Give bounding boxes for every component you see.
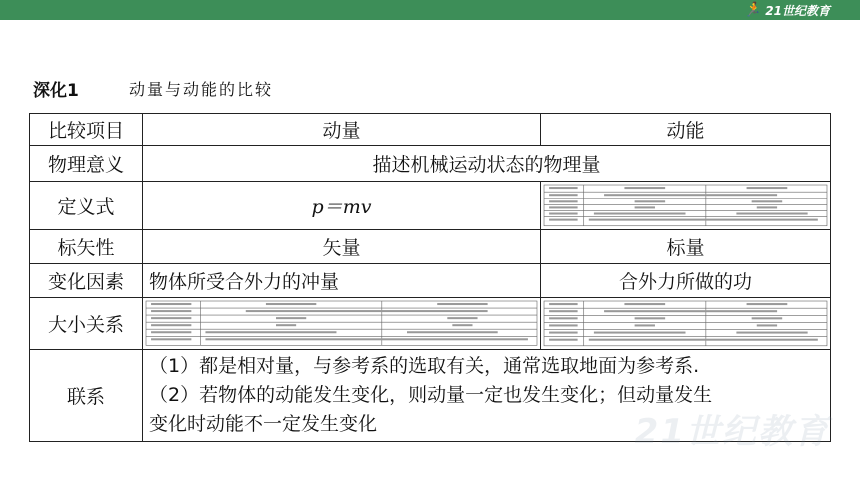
header-kinetic: 动能 xyxy=(541,114,831,146)
watermark-logo: 21世纪教育 xyxy=(634,412,830,452)
kinetic-magnitude-image xyxy=(541,297,831,349)
relation-line: 变化时动能不一定发生变化 xyxy=(149,412,378,435)
momentum-magnitude-image xyxy=(143,297,541,349)
kinetic-formula-image xyxy=(541,182,831,230)
brand-logo xyxy=(744,1,830,19)
meaning-value: 描述机械运动状态的物理量 xyxy=(143,146,831,182)
table-header-row xyxy=(30,114,831,146)
momentum-cause: 物体所受合外力的冲量 xyxy=(143,263,541,297)
runner-icon: 🏃 xyxy=(743,2,762,18)
table-row xyxy=(30,182,831,230)
section-heading xyxy=(33,76,274,101)
kinetic-cause: 合外力所做的功 xyxy=(541,263,831,297)
top-bar xyxy=(0,0,860,20)
header-momentum: 动量 xyxy=(143,114,541,146)
relation-line: （2）若物体的动能发生变化，则动量一定也发生变化；但动量发生 xyxy=(149,383,713,406)
row-label: 物理意义 xyxy=(30,146,143,182)
comparison-table xyxy=(29,113,831,442)
table-row xyxy=(30,146,831,182)
momentum-formula: p＝mv xyxy=(143,182,541,230)
row-label: 定义式 xyxy=(30,182,143,230)
table-row xyxy=(30,297,831,349)
brand-logo-text: 21世纪教育 xyxy=(765,3,830,18)
table-row xyxy=(30,263,831,297)
row-label: 联系 xyxy=(30,349,143,441)
row-label: 标矢性 xyxy=(30,229,143,263)
kinetic-scalar: 标量 xyxy=(541,229,831,263)
table-row xyxy=(30,229,831,263)
row-label: 大小关系 xyxy=(30,297,143,349)
momentum-vector: 矢量 xyxy=(143,229,541,263)
relation-line: （1）都是相对量，与参考系的选取有关，通常选取地面为参考系. xyxy=(149,354,700,377)
section-title: 动量与动能的比较 xyxy=(129,80,274,99)
header-item: 比较项目 xyxy=(30,114,143,146)
row-label: 变化因素 xyxy=(30,263,143,297)
section-number: 深化1 xyxy=(33,81,79,101)
